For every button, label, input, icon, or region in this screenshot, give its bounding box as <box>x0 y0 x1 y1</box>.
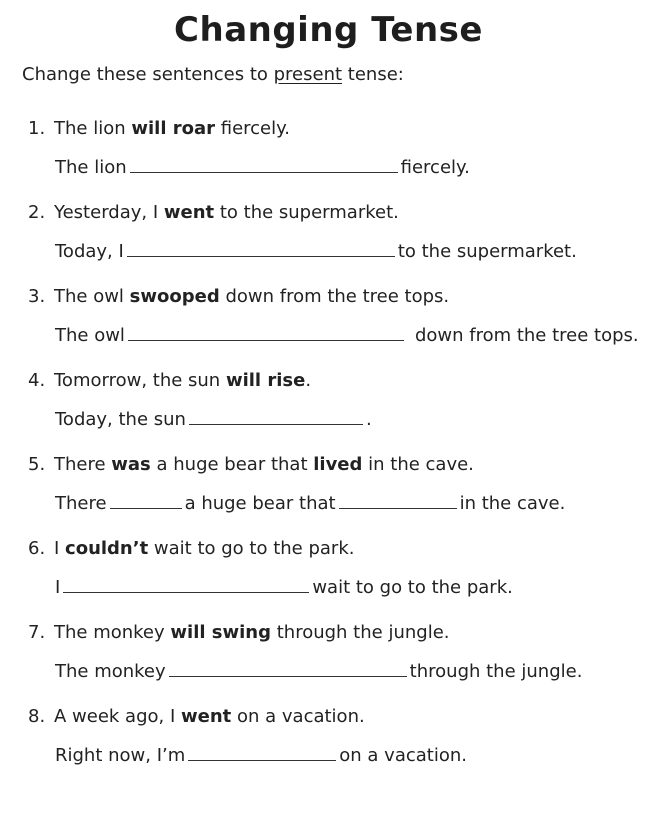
answer-suffix: down from the tree tops. <box>414 325 639 346</box>
question-text: A week ago, I <box>54 706 181 727</box>
answer-prefix: The lion <box>55 157 127 178</box>
question-bold-verb: couldn’t <box>65 538 149 559</box>
answer-suffix: on a vacation. <box>339 745 467 766</box>
question-1 <box>28 118 290 139</box>
answer-blank[interactable] <box>169 658 407 677</box>
answer-line-8 <box>55 742 467 766</box>
page-title: Changing Tense <box>174 10 483 50</box>
answer-blank[interactable] <box>63 574 309 593</box>
question-bold-verb: will rise <box>225 370 306 391</box>
question-text: on a vacation. <box>231 706 365 727</box>
question-number: 1. <box>28 118 46 139</box>
question-8 <box>28 706 365 727</box>
answer-line-5 <box>55 490 565 514</box>
question-text: The monkey <box>54 622 171 643</box>
instruction-text-after: tense: <box>342 64 404 85</box>
answer-suffix: wait to go to the park. <box>312 577 513 598</box>
question-text: The lion <box>54 118 132 139</box>
instruction-underlined-word: present <box>273 64 343 85</box>
answer-blank[interactable] <box>110 490 182 509</box>
question-2 <box>28 202 399 223</box>
question-text: I <box>54 538 66 559</box>
answer-line-7 <box>55 658 582 682</box>
question-text: Yesterday, I <box>54 202 164 223</box>
answer-suffix: in the cave. <box>459 493 566 514</box>
question-text: fiercely. <box>215 118 290 139</box>
answer-line-6 <box>55 574 513 598</box>
answer-line-1 <box>55 154 470 178</box>
answer-line-2 <box>55 238 577 262</box>
instruction <box>22 64 404 85</box>
answer-blank[interactable] <box>128 322 404 341</box>
question-text: to the supermarket. <box>214 202 399 223</box>
answer-blank[interactable] <box>339 490 457 509</box>
question-6 <box>28 538 354 559</box>
question-bold-verb: will roar <box>131 118 216 139</box>
question-number: 3. <box>28 286 46 307</box>
question-number: 6. <box>28 538 46 559</box>
question-text: Tomorrow, the sun <box>54 370 226 391</box>
answer-suffix: . <box>365 409 372 430</box>
instruction-text-before: Change these sentences to <box>22 64 274 85</box>
question-text: down from the tree tops. <box>219 286 450 307</box>
question-text: . <box>305 370 312 391</box>
answer-prefix: The owl <box>55 325 125 346</box>
answer-line-3 <box>55 322 639 346</box>
question-3 <box>28 286 449 307</box>
question-number: 7. <box>28 622 46 643</box>
answer-blank[interactable] <box>189 406 363 425</box>
question-bold-verb: swooped <box>129 286 220 307</box>
answer-line-4 <box>55 406 372 430</box>
answer-suffix: fiercely. <box>400 157 470 178</box>
question-number: 8. <box>28 706 46 727</box>
answer-prefix: Right now, I’m <box>55 745 186 766</box>
question-text: There <box>54 454 112 475</box>
answer-prefix: The monkey <box>55 661 166 682</box>
question-7 <box>28 622 450 643</box>
question-text: a huge bear that <box>150 454 314 475</box>
question-number: 5. <box>28 454 46 475</box>
question-number: 4. <box>28 370 46 391</box>
question-bold-verb: went <box>163 202 215 223</box>
answer-prefix: Today, I <box>55 241 124 262</box>
answer-middle: a huge bear that <box>184 493 336 514</box>
question-bold-verb: was <box>111 454 151 475</box>
question-text: in the cave. <box>362 454 474 475</box>
answer-prefix: There <box>55 493 107 514</box>
question-4 <box>28 370 311 391</box>
question-text: through the jungle. <box>271 622 450 643</box>
answer-blank[interactable] <box>188 742 336 761</box>
question-bold-verb: lived <box>313 454 363 475</box>
answer-prefix: Today, the sun <box>55 409 186 430</box>
question-5 <box>28 454 474 475</box>
answer-blank[interactable] <box>127 238 395 257</box>
question-number: 2. <box>28 202 46 223</box>
question-text: The owl <box>54 286 130 307</box>
answer-suffix: to the supermarket. <box>397 241 577 262</box>
question-text: wait to go to the park. <box>148 538 355 559</box>
answer-blank[interactable] <box>130 154 398 173</box>
question-bold-verb: will swing <box>170 622 272 643</box>
answer-prefix: I <box>55 577 61 598</box>
answer-suffix: through the jungle. <box>409 661 583 682</box>
question-bold-verb: went <box>181 706 232 727</box>
